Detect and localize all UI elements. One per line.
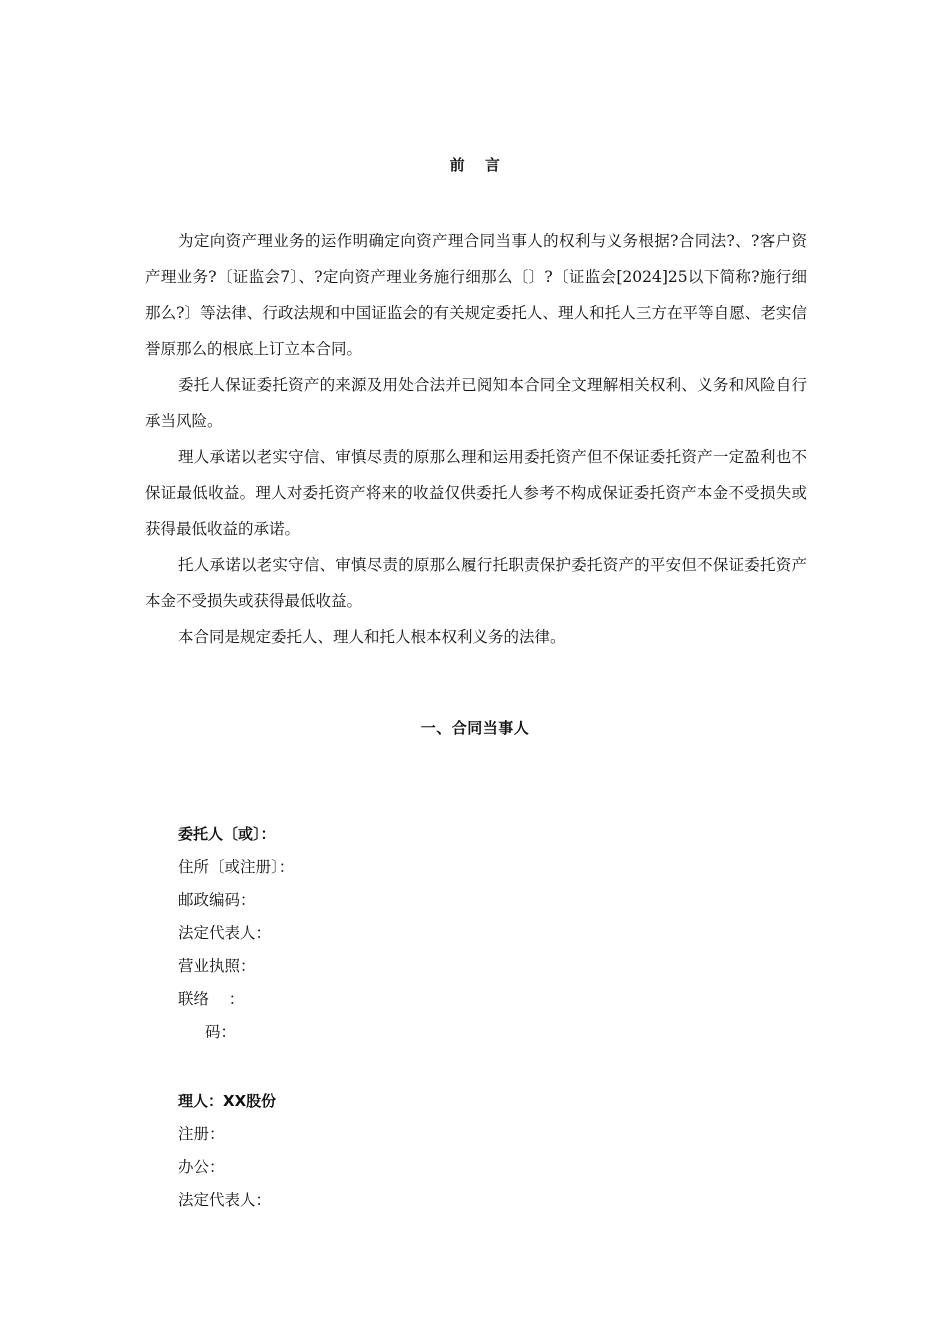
preface-body (145, 223, 807, 655)
manager-heading: 理人：XX股份 (178, 1092, 277, 1110)
client-postcode-field: 邮政编码： (178, 891, 256, 909)
client-legal-rep-field: 法定代表人： (178, 924, 272, 942)
preface-paragraph-5: 本合同是规定委托人、理人和托人根本权利义务的法律。 (178, 628, 566, 646)
preface-paragraph-2: 委托人保证委托资产的来源及用处合法并已阅知本合同全文理解相关权利、义务和风险自行承当风险。 (145, 376, 807, 430)
client-code-field: 码： (205, 1023, 237, 1041)
preface-paragraph-1: 为定向资产理业务的运作明确定向资产理合同当事人的权利与义务根据?合同法?、?客户资产理业务?〔证监会7〕、?定向资产理业务施行细那么〔〕?〔证监会[2024]25以下简称?施行细那么?〕等法律、行政法规和中国证监会的有关规定委托人、理人和托人三方在平等自愿、老实信誉原那么的根底上订立本合同。 (145, 232, 807, 358)
client-license-field: 营业执照： (178, 957, 256, 975)
client-contact-field: 联络 ： (178, 990, 245, 1008)
preface-paragraph-4: 托人承诺以老实守信、审慎尽责的原那么履行托职责保护委托资产的平安但不保证委托资产本金不受损失或获得最低收益。 (145, 556, 807, 610)
manager-legal-rep-field: 法定代表人： (178, 1191, 272, 1209)
preface-paragraph-3: 理人承诺以老实守信、审慎尽责的原那么理和运用委托资产但不保证委托资产一定盈利也不保证最低收益。理人对委托资产将来的收益仅供委托人参考不构成保证委托资产本金不受损失或获得最低收益的承诺。 (145, 448, 807, 538)
client-heading: 委托人〔或〕： (178, 825, 276, 843)
manager-registered-field: 注册： (178, 1125, 225, 1143)
section-title-parties: 一、合同当事人 (420, 719, 530, 737)
client-block (178, 818, 738, 1049)
client-address-field: 住所〔或注册〕： (178, 858, 295, 876)
preface-title: 前 言 (449, 156, 501, 174)
manager-office-field: 办公： (178, 1158, 225, 1176)
manager-block (178, 1085, 738, 1217)
